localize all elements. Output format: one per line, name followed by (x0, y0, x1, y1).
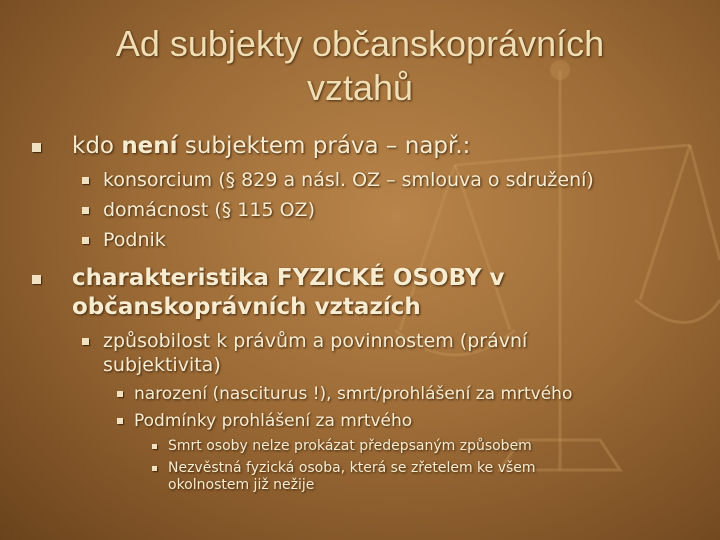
bullet-icon (32, 143, 41, 152)
bullet-text-part: subjektem práva – např.: (177, 133, 471, 159)
subitem-domacnost: domácnost (§ 115 OZ) (103, 199, 315, 221)
subitem-legal-capacity: způsobilost k právům a povinnostem (právní subjektivita) (103, 330, 528, 376)
bullet-icon (117, 418, 123, 424)
bullet-not-legal-subject (72, 132, 672, 161)
subitem-missing-person: Nezvěstná fyzická osoba, která se zřetelem ke všem okolnostem již nežije (168, 460, 536, 493)
subitem-death-not-provable: Smrt osoby nelze prokázat předepsaným způsobem (168, 438, 532, 454)
bullet-text-part: kdo (72, 133, 122, 159)
bullet-icon (152, 466, 157, 471)
bullet-icon (117, 391, 123, 397)
bullet-icon (32, 275, 41, 284)
bullet-natural-person: charakteristika FYZICKÉ OSOBY v občanskoprávních vztazích (72, 265, 505, 320)
bullet-icon (82, 177, 89, 184)
bullet-icon (152, 444, 157, 449)
bullet-icon (82, 207, 89, 214)
bullet-emphasis: není (121, 133, 178, 159)
subitem-birth-death: narození (nasciturus !), smrt/prohlášení za mrtvého (134, 384, 573, 404)
subitem-declaration-conditions: Podmínky prohlášení za mrtvého (134, 411, 413, 431)
subitem-podnik: Podnik (103, 229, 166, 251)
slide-title: Ad subjekty občanskoprávních vztahů (115, 23, 605, 108)
subitem-konsorcium: konsorcium (§ 829 a násl. OZ – smlouva o sdružení) (103, 169, 594, 191)
bullet-icon (82, 338, 89, 345)
bullet-icon (82, 237, 89, 244)
